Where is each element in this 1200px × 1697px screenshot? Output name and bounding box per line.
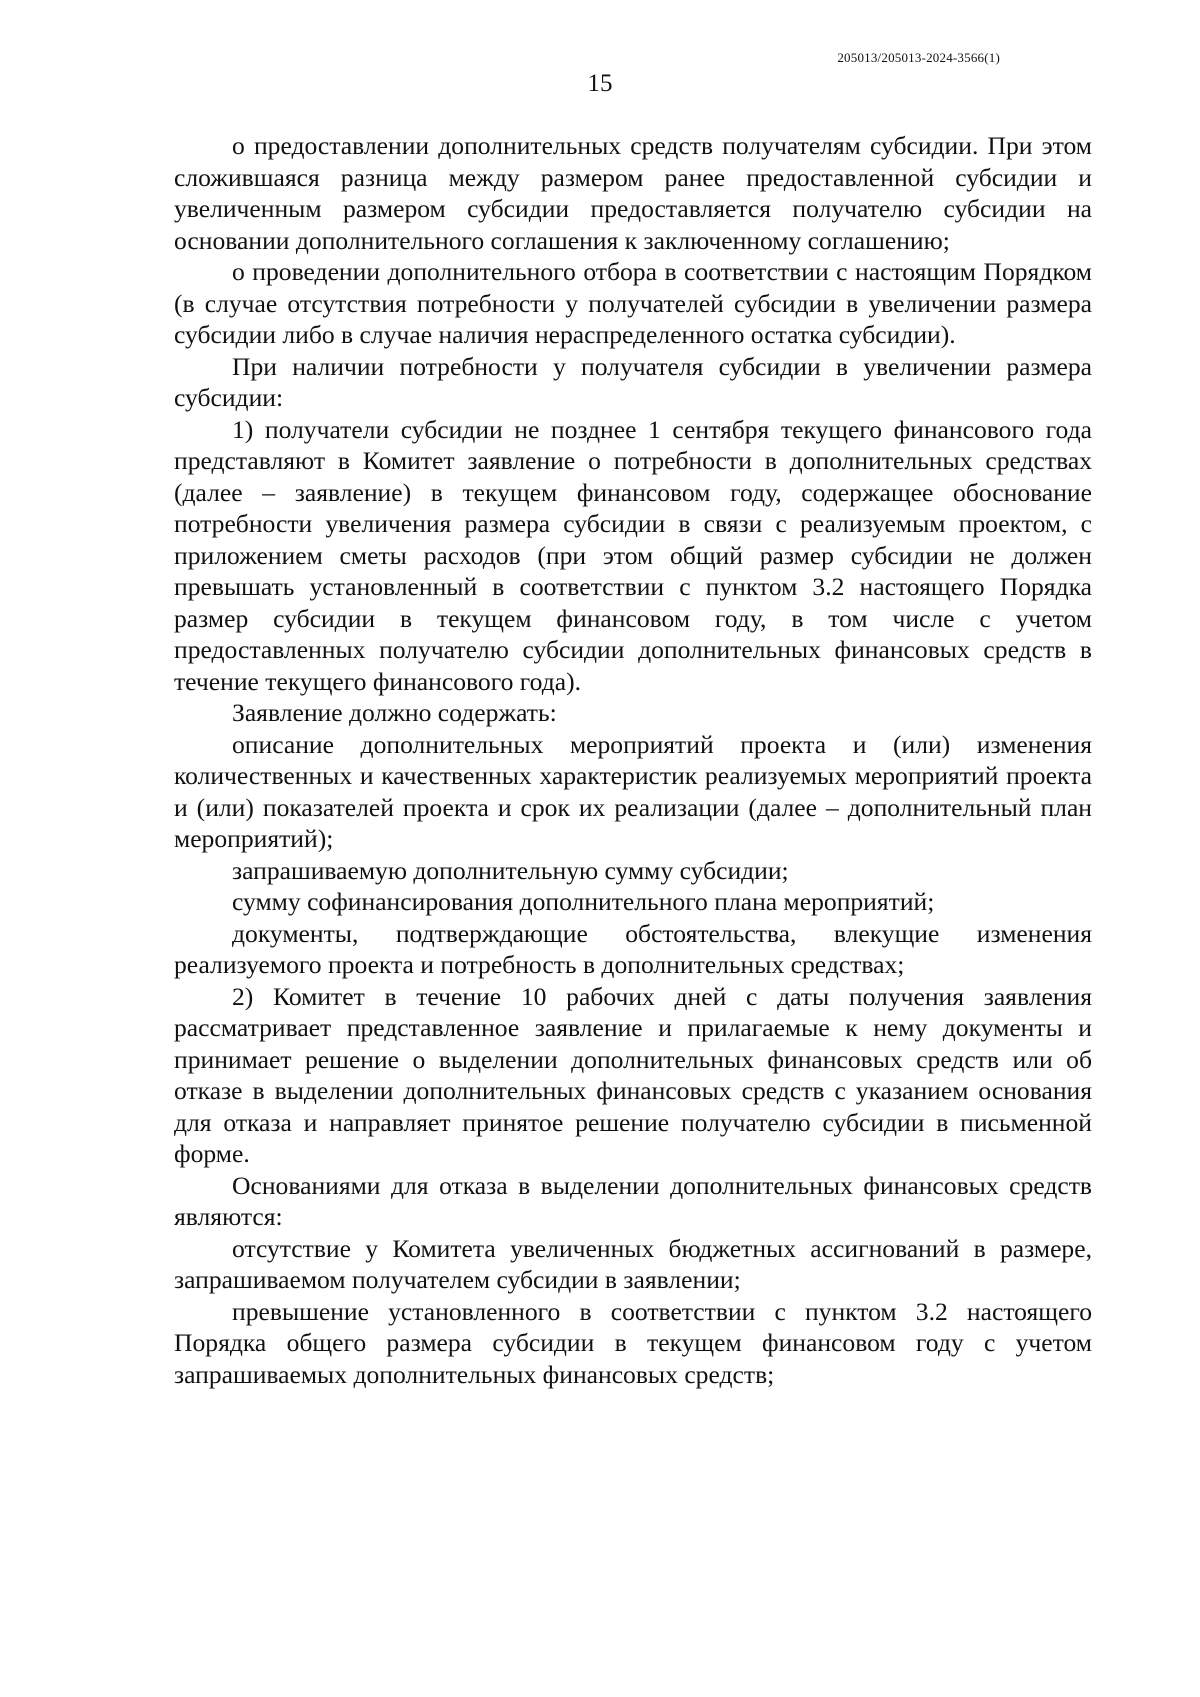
paragraph: о предоставлении дополнительных средств получателям субсидии. При этом сложившаяся разница между размером ранее предоставленной субсидии и увеличенным размером субсидии предоставляется получателю субсидии на основании дополнительного соглашения к заключенному соглашению; (174, 131, 1092, 255)
paragraph: При наличии потребности у получателя субсидии в увеличении размера субсидии: (174, 351, 1092, 412)
page-number: 15 (587, 70, 613, 97)
paragraph: Заявление должно содержать: (232, 698, 557, 727)
paragraph: 1) получатели субсидии не позднее 1 сентября текущего финансового года представляют в Комитет заявление о потребности в дополнительных средствах (далее – заявление) в текущем финансовом году, содержащее обоснование потребности увеличения размера субсидии в связи с реализуемым проектом, с приложением сметы расходов (при этом общий размер субсидии не должен превышать установленный в соответствии с пунктом 3.2 настоящего Порядка размер субсидии в текущем финансовом году, в том числе с учетом предоставленных получателю субсидии дополнительных финансовых средств в течение текущего финансового года). (174, 414, 1092, 696)
paragraph: отсутствие у Комитета увеличенных бюджетных ассигнований в размере, запрашиваемом получателем субсидии в заявлении; (174, 1233, 1092, 1294)
paragraph: документы, подтверждающие обстоятельства, влекущие изменения реализуемого проекта и потребность в дополнительных средствах; (174, 918, 1092, 979)
paragraph: запрашиваемую дополнительную сумму субсидии; (232, 855, 789, 885)
paragraph: Основаниями для отказа в выделении дополнительных финансовых средств являются: (174, 1170, 1092, 1231)
document-registration-number: 205013/205013-2024-3566(1) (837, 50, 1000, 65)
paragraph: 2) Комитет в течение 10 рабочих дней с даты получения заявления рассматривает представленное заявление и прилагаемые к нему документы и принимает решение о выделении дополнительных финансовых средств или об отказе в выделении дополнительных финансовых средств с указанием основания для отказа и направляет принятое решение получателю субсидии в письменной форме. (174, 981, 1092, 1168)
paragraph: сумму софинансирования дополнительного плана мероприятий; (232, 887, 935, 916)
paragraph: о проведении дополнительного отбора в соответствии с настоящим Порядком (в случае отсутствия потребности у получателей субсидии в увеличении размера субсидии либо в случае наличия нераспределенного остатка субсидии). (174, 257, 1092, 349)
document-body (174, 130, 1092, 1390)
paragraph: превышение установленного в соответствии с пунктом 3.2 настоящего Порядка общего размера субсидии в текущем финансовом году с учетом запрашиваемых дополнительных финансовых средств; (174, 1296, 1092, 1389)
paragraph: описание дополнительных мероприятий проекта и (или) изменения количественных и качественных характеристик реализуемых мероприятий проекта и (или) показателей проекта и срок их реализации (далее – дополнительный план мероприятий); (174, 729, 1092, 853)
